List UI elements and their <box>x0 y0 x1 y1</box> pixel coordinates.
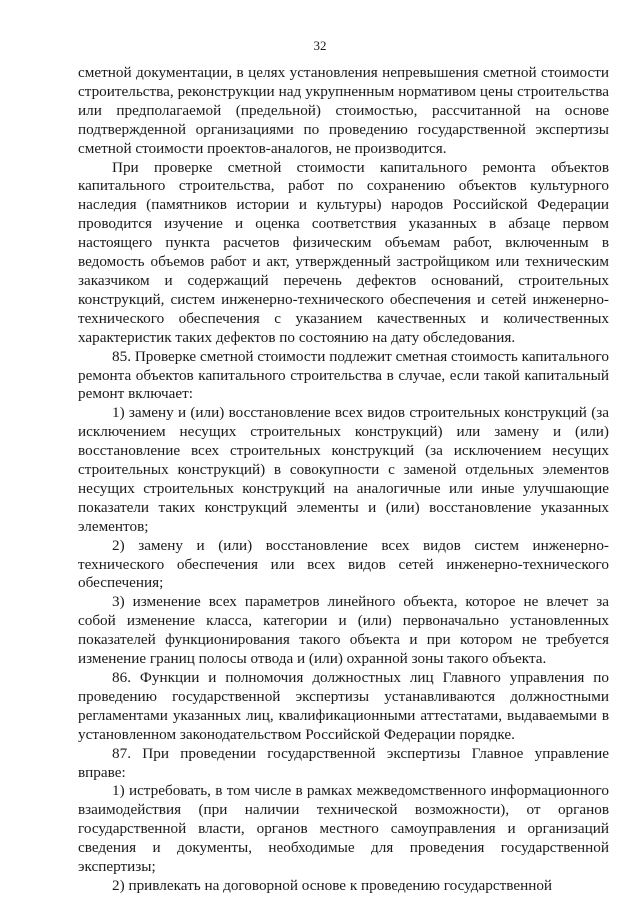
paragraph-capital-repair-check: При проверке сметной стоимости капитального ремонта объектов капитального строительства, работ по сохранению объектов культурного наследия (памятников истории и культуры) народов Российской Федерации проводится изучение и оценка соответствия указанных в абзаце первом настоящего пункта расчетов физическим объемам работ, включенным в ведомость объемов работ и акт, утвержденный застройщиком или техническим заказчиком и содержащий перечень дефектов оснований, строительных конструкций, систем инженерно-технического обеспечения и сетей инженерно-технического обеспечения с указанием качественных и количественных характеристик таких дефектов по состоянию на дату обследования. <box>78 158 609 346</box>
paragraph-item-86: 86. Функции и полномочия должностных лиц Главного управления по проведению государственной экспертизы устанавливаются должностными регламентами указанных лиц, квалификационными аттестатами, выдаваемыми в установленном законодательством Российской Федерации порядке. <box>78 669 609 743</box>
paragraph-85-subitem-1: 1) замену и (или) восстановление всех видов строительных конструкций (за исключением несущих строительных конструкций) или замену и (или) восстановление всех строительных конструкций (за исключением несущих строительных конструкций) в совокупности с заменой отдельных элементов несущих строительных конструкций на аналогичные или иные улучшающие показатели таких конструкций элементы и (или) восстановление указанных элементов; <box>78 404 609 535</box>
paragraph-85-subitem-2: 2) замену и (или) восстановление всех видов систем инженерно-технического обеспечения или всех видов сетей инженерно-технического обеспечения; <box>78 536 609 592</box>
paragraph-item-87: 87. При проведении государственной экспертизы Главное управление вправе: <box>78 744 609 781</box>
document-body <box>78 64 609 896</box>
paragraph-item-85: 85. Проверке сметной стоимости подлежит сметная стоимость капитального ремонта объектов капитального строительства в случае, если такой капитальный ремонт включает: <box>78 347 609 403</box>
paragraph-continuation: сметной документации, в целях установления непревышения сметной стоимости строительства, реконструкции над укрупненным нормативом цены строительства или предполагаемой (предельной) стоимостью, рассчитанной на основе подтвержденной организациями по проведению государственной экспертизы сметной стоимости проектов-аналогов, не производится. <box>78 64 609 157</box>
paragraph-87-subitem-1: 1) истребовать, в том числе в рамках межведомственного информационного взаимодействия (при наличии технической возможности), от органов государственной власти, органов местного самоуправления и организаций сведения и документы, необходимые для проведения государственной экспертизы; <box>78 782 609 876</box>
paragraph-85-subitem-3: 3) изменение всех параметров линейного объекта, которое не влечет за собой изменение класса, категории и (или) первоначально установленных показателей функционирования такого объекта и при котором не требуется изменение границ полосы отвода и (или) охранной зоны такого объекта. <box>78 593 609 668</box>
paragraph-87-subitem-2: 2) привлекать на договорной основе к проведению государственной <box>112 876 553 894</box>
page-number: 32 <box>313 38 327 53</box>
